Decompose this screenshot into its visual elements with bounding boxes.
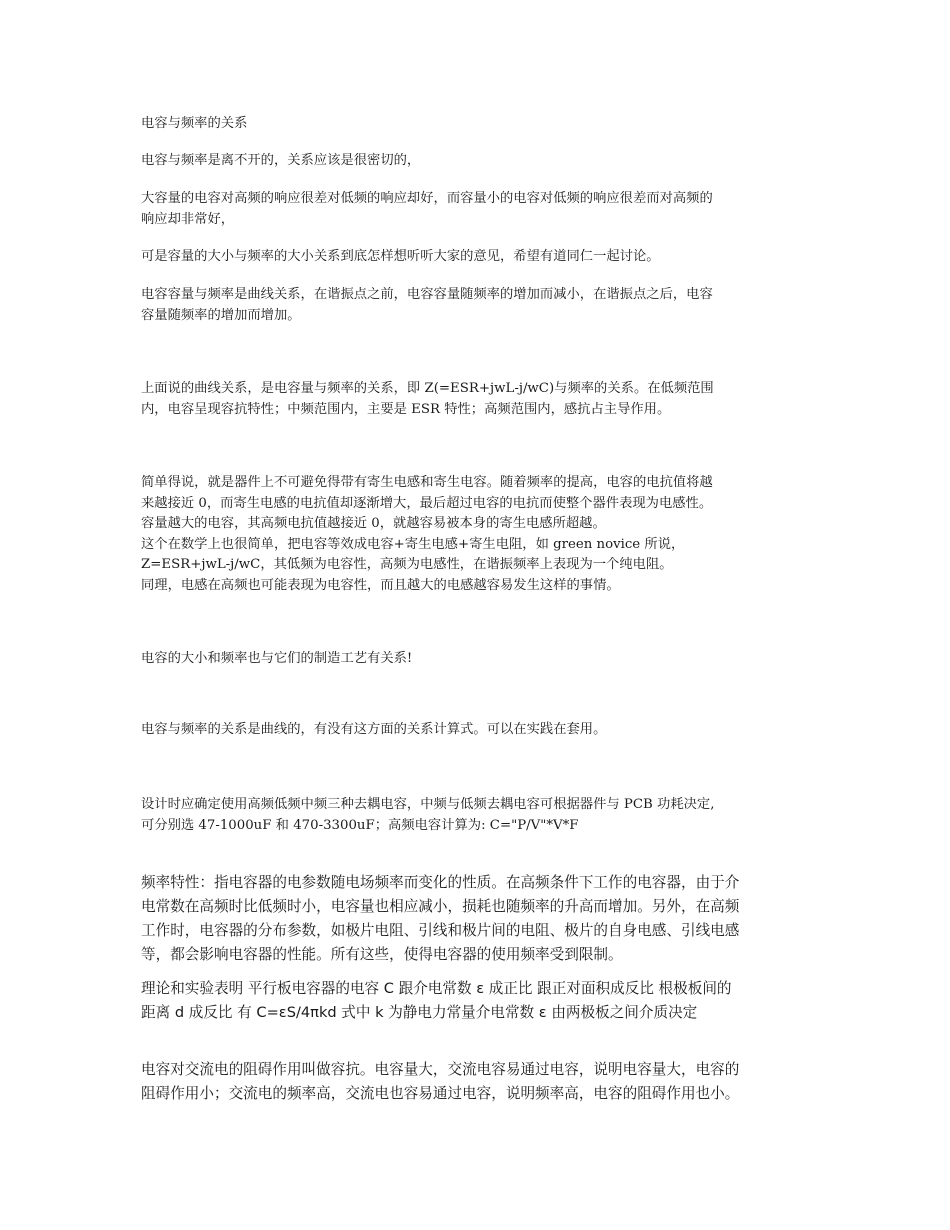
paragraph-2: [141, 189, 821, 230]
text-line: 电容容量与频率是曲线关系，在谐振点之前，电容容量随频率的增加而减小，在谐振点之后，电容: [141, 287, 713, 302]
text-line: 电容对交流电的阻碍作用叫做容抗。电容量大，交流电容易通过电容，说明电容量大，电容的: [141, 1061, 740, 1078]
document-title: [141, 114, 821, 135]
text-line: 大容量的电容对高频的响应很差对低频的响应却好，而容量小的电容对低频的响应很差而对高频的: [141, 191, 713, 206]
text-line: 电容与频率是离不开的，关系应该是很密切的，: [141, 153, 421, 168]
text-line: 上面说的曲线关系，是电容量与频率的关系，即 Z(=ESR+jwL-j/wC)与频率的关系。在低频范围: [141, 381, 714, 396]
text-line: 响应却非常好，: [141, 211, 235, 227]
paragraph-11: [141, 977, 821, 1025]
paragraph-9: [141, 795, 821, 836]
paragraph-12: [141, 1058, 821, 1106]
text-line: 等，都会影响电容器的性能。所有这些，使得电容器的使用频率受到限制。: [141, 946, 623, 963]
paragraph-5: [141, 379, 821, 420]
text-line: 容量越大的电容，其高频电抗值越接近 0，就越容易被本身的寄生电感所超越。: [141, 516, 606, 531]
paragraph-3: [141, 247, 821, 268]
paragraph-8: [141, 720, 821, 741]
text-line: 电容与频率的关系是曲线的，有没有这方面的关系计算式。可以在实践在套用。: [141, 722, 607, 737]
paragraph-10: [141, 871, 821, 967]
text-line: Z=ESR+jwL-j/wC，其低频为电容性，高频为电感性，在谐振频率上表现为一个纯电阻。: [141, 557, 673, 572]
text-line: 可是容量的大小与频率的大小关系到底怎样想听听大家的意见，希望有道同仁一起讨论。: [141, 249, 660, 264]
text-line: 电容与频率的关系: [141, 116, 248, 131]
text-line: 距离 d 成反比 有 C=εS/4πkd 式中 k 为静电力常量介电常数 ε 由两极板之间介质决定: [141, 1004, 698, 1021]
text-line: 可分别选 47-1000uF 和 470-3300uF；高频电容计算为: C="P/V"*V*F: [141, 817, 579, 833]
text-line: 内，电容呈现容抗特性；中频范围内，主要是 ESR 特性；高频范围内，感抗占主导作用。: [141, 401, 671, 417]
paragraph-1: [141, 151, 821, 172]
text-line: 同理，电感在高频也可能表现为电容性，而且越大的电感越容易发生这样的事情。: [141, 577, 620, 593]
text-line: 电容的大小和频率也与它们的制造工艺有关系!: [141, 651, 413, 666]
text-line: 电常数在高频时比低频时小，电容量也相应减小，损耗也随频率的升高而增加。另外，在高频: [141, 898, 740, 915]
paragraph-4: [141, 285, 821, 326]
text-line: 简单得说，就是器件上不可避免得带有寄生电感和寄生电容。随着频率的提高，电容的电抗值将越: [141, 475, 713, 490]
text-line: 容量随频率的增加而增加。: [141, 307, 301, 323]
text-line: 来越接近 0，而寄生电感的电抗值却逐渐增大，最后超过电容的电抗而使整个器件表现为电感性。: [141, 495, 713, 511]
paragraph-7: [141, 649, 821, 670]
text-line: 频率特性：指电容器的电参数随电场频率而变化的性质。在高频条件下工作的电容器，由于介: [141, 874, 740, 891]
paragraph-6: [141, 473, 821, 596]
text-line: 阻碍作用小；交流电的频率高，交流电也容易通过电容，说明频率高，电容的阻碍作用也小。: [141, 1085, 740, 1102]
text-line: 工作时，电容器的分布参数，如极片电阻、引线和极片间的电阻、极片的自身电感、引线电感: [141, 922, 740, 939]
text-line: 这个在数学上也很简单，把电容等效成电容+寄生电感+寄生电阻，如 green novice 所说，: [141, 536, 685, 552]
text-line: 理论和实验表明 平行板电容器的电容 C 跟介电常数 ε 成正比 跟正对面积成反比 根极板间的: [141, 980, 732, 997]
text-line: 设计时应确定使用高频低频中频三种去耦电容，中频与低频去耦电容可根据器件与 PCB 功耗决定,: [141, 797, 715, 812]
